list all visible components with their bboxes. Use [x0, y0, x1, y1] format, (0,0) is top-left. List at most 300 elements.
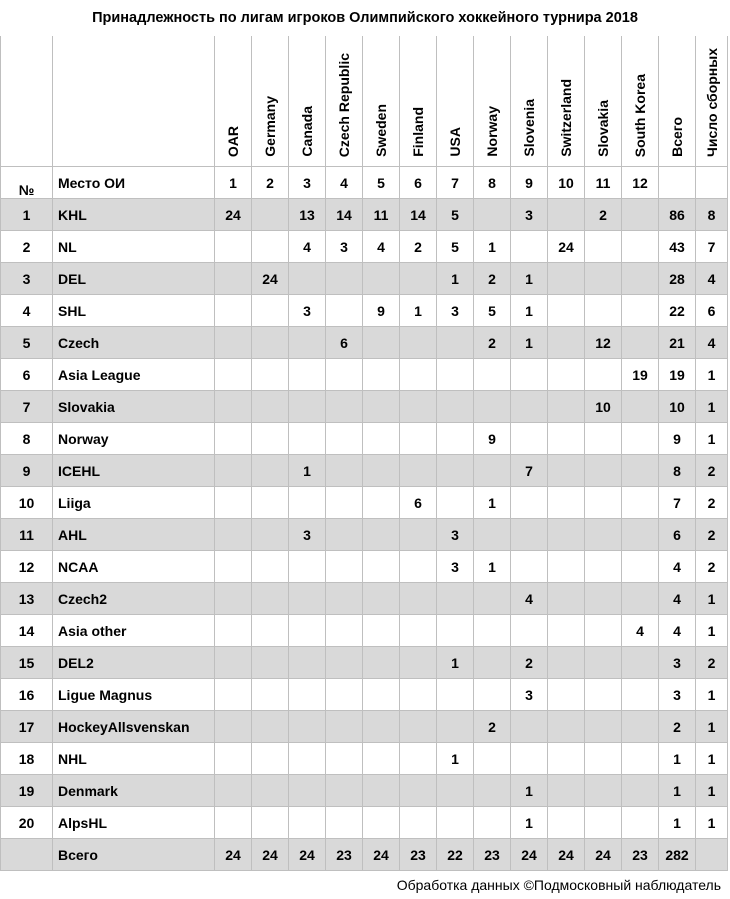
player-count: 1	[437, 647, 474, 679]
player-count	[622, 519, 659, 551]
player-count	[511, 423, 548, 455]
player-count	[252, 615, 289, 647]
player-count	[363, 391, 400, 423]
player-count	[215, 807, 252, 839]
player-count	[326, 647, 363, 679]
player-count	[252, 807, 289, 839]
league-name: NHL	[53, 743, 215, 775]
totals-count: 22	[437, 839, 474, 871]
row-total: 1	[659, 775, 696, 807]
league-name: Asia League	[53, 359, 215, 391]
player-count	[363, 679, 400, 711]
header-country-label: Slovenia	[521, 99, 537, 157]
player-count: 4	[622, 615, 659, 647]
row-number: 11	[1, 519, 53, 551]
row-number: 10	[1, 487, 53, 519]
row-total: 43	[659, 231, 696, 263]
player-count	[622, 295, 659, 327]
player-count	[511, 615, 548, 647]
header-country-label: Germany	[262, 96, 278, 157]
player-count	[252, 487, 289, 519]
header-no: №	[1, 167, 53, 199]
header-place-teams-blank	[696, 167, 728, 199]
player-count	[326, 487, 363, 519]
player-count: 1	[437, 743, 474, 775]
player-count: 1	[474, 551, 511, 583]
player-count: 14	[326, 199, 363, 231]
league-name: Czech	[53, 327, 215, 359]
player-count	[363, 711, 400, 743]
player-count	[363, 551, 400, 583]
player-count	[437, 391, 474, 423]
row-teams: 2	[696, 455, 728, 487]
player-count: 1	[437, 263, 474, 295]
player-count	[400, 263, 437, 295]
header-row-places	[1, 167, 728, 199]
player-count	[215, 711, 252, 743]
header-place-number: 10	[548, 167, 585, 199]
row-total: 6	[659, 519, 696, 551]
player-count	[622, 487, 659, 519]
player-count	[548, 647, 585, 679]
row-total: 21	[659, 327, 696, 359]
player-count	[437, 423, 474, 455]
player-count	[326, 455, 363, 487]
player-count	[511, 231, 548, 263]
player-count: 3	[511, 679, 548, 711]
header-country	[548, 36, 585, 167]
player-count: 4	[511, 583, 548, 615]
player-count	[326, 583, 363, 615]
player-count	[585, 263, 622, 295]
table-row	[1, 807, 728, 839]
player-count	[548, 775, 585, 807]
row-number: 4	[1, 295, 53, 327]
table-row	[1, 327, 728, 359]
player-count	[437, 583, 474, 615]
player-count	[622, 455, 659, 487]
player-count	[511, 519, 548, 551]
player-count	[400, 775, 437, 807]
row-total: 22	[659, 295, 696, 327]
player-count	[548, 807, 585, 839]
row-teams: 2	[696, 551, 728, 583]
player-count	[437, 487, 474, 519]
header-country	[622, 36, 659, 167]
row-number: 14	[1, 615, 53, 647]
player-count	[326, 807, 363, 839]
player-count	[252, 519, 289, 551]
player-count: 6	[400, 487, 437, 519]
player-count	[548, 391, 585, 423]
row-teams: 1	[696, 615, 728, 647]
league-name: Liiga	[53, 487, 215, 519]
player-count	[585, 423, 622, 455]
league-name: HockeyAllsvenskan	[53, 711, 215, 743]
player-count	[400, 327, 437, 359]
header-place-number: 3	[289, 167, 326, 199]
player-count	[548, 615, 585, 647]
header-country-label: OAR	[225, 125, 241, 157]
row-teams: 1	[696, 775, 728, 807]
table-row	[1, 359, 728, 391]
player-count	[511, 391, 548, 423]
header-place-number: 7	[437, 167, 474, 199]
row-teams: 1	[696, 679, 728, 711]
player-count	[622, 807, 659, 839]
row-total: 86	[659, 199, 696, 231]
player-count: 5	[437, 199, 474, 231]
header-country	[511, 36, 548, 167]
player-count	[215, 263, 252, 295]
player-count: 2	[474, 263, 511, 295]
player-count: 2	[511, 647, 548, 679]
player-count: 2	[585, 199, 622, 231]
header-country	[585, 36, 622, 167]
player-count	[585, 519, 622, 551]
row-number: 17	[1, 711, 53, 743]
totals-count: 24	[363, 839, 400, 871]
header-place-number: 4	[326, 167, 363, 199]
totals-total: 282	[659, 839, 696, 871]
player-count	[585, 359, 622, 391]
totals-row	[1, 839, 728, 871]
player-count	[252, 327, 289, 359]
league-name: Asia other	[53, 615, 215, 647]
player-count	[622, 551, 659, 583]
player-count: 24	[548, 231, 585, 263]
player-count	[326, 359, 363, 391]
header-place-number: 8	[474, 167, 511, 199]
player-count: 24	[215, 199, 252, 231]
player-count	[289, 423, 326, 455]
player-count	[585, 647, 622, 679]
player-count: 12	[585, 327, 622, 359]
player-count	[511, 711, 548, 743]
row-teams: 1	[696, 711, 728, 743]
league-name: Slovakia	[53, 391, 215, 423]
header-country-label: Norway	[484, 106, 500, 157]
player-count	[400, 679, 437, 711]
table-body	[1, 199, 728, 871]
table-row	[1, 679, 728, 711]
player-count	[252, 743, 289, 775]
player-count	[474, 583, 511, 615]
player-count	[474, 743, 511, 775]
footer-credit: Обработка данных ©Подмосковный наблюдатель	[396, 877, 721, 893]
player-count	[289, 263, 326, 295]
player-count	[326, 615, 363, 647]
player-count: 1	[511, 775, 548, 807]
player-count	[289, 551, 326, 583]
league-name: SHL	[53, 295, 215, 327]
player-count	[252, 583, 289, 615]
player-count: 6	[326, 327, 363, 359]
table-row	[1, 647, 728, 679]
table-row	[1, 487, 728, 519]
header-country-label: South Korea	[632, 73, 648, 157]
player-count: 2	[400, 231, 437, 263]
row-total: 4	[659, 583, 696, 615]
player-count	[548, 519, 585, 551]
player-count	[437, 455, 474, 487]
player-count	[474, 199, 511, 231]
header-country-label: Switzerland	[558, 79, 574, 157]
player-count	[289, 487, 326, 519]
player-count: 1	[474, 231, 511, 263]
row-teams: 1	[696, 583, 728, 615]
player-count	[215, 647, 252, 679]
player-count	[400, 743, 437, 775]
player-count	[215, 231, 252, 263]
player-count: 4	[363, 231, 400, 263]
player-count	[252, 455, 289, 487]
row-number: 18	[1, 743, 53, 775]
player-count	[252, 679, 289, 711]
player-count	[622, 199, 659, 231]
table-row	[1, 711, 728, 743]
player-count	[548, 679, 585, 711]
player-count	[548, 551, 585, 583]
player-count	[252, 775, 289, 807]
header-country	[474, 36, 511, 167]
player-count	[326, 743, 363, 775]
header-country-label: Czech Republic	[336, 52, 352, 157]
row-total: 8	[659, 455, 696, 487]
row-number: 3	[1, 263, 53, 295]
table-row	[1, 295, 728, 327]
player-count	[215, 551, 252, 583]
player-count	[548, 711, 585, 743]
totals-count: 23	[622, 839, 659, 871]
league-name: AHL	[53, 519, 215, 551]
player-count	[252, 647, 289, 679]
row-teams: 1	[696, 391, 728, 423]
row-number: 2	[1, 231, 53, 263]
header-country	[437, 36, 474, 167]
totals-blank	[1, 839, 53, 871]
player-count	[215, 583, 252, 615]
player-count: 1	[511, 327, 548, 359]
player-count	[252, 551, 289, 583]
row-teams: 2	[696, 519, 728, 551]
player-count	[622, 327, 659, 359]
row-total: 3	[659, 679, 696, 711]
player-count	[585, 615, 622, 647]
player-count: 1	[289, 455, 326, 487]
player-count	[585, 807, 622, 839]
player-count: 13	[289, 199, 326, 231]
header-country	[289, 36, 326, 167]
player-count	[622, 679, 659, 711]
player-count	[511, 551, 548, 583]
header-place-number: 1	[215, 167, 252, 199]
totals-count: 24	[548, 839, 585, 871]
player-count: 5	[437, 231, 474, 263]
row-total: 1	[659, 807, 696, 839]
table-row	[1, 743, 728, 775]
player-count: 19	[622, 359, 659, 391]
player-count: 1	[400, 295, 437, 327]
player-count	[548, 487, 585, 519]
row-number: 19	[1, 775, 53, 807]
player-count	[326, 519, 363, 551]
row-teams: 2	[696, 647, 728, 679]
player-count	[289, 359, 326, 391]
player-count	[585, 295, 622, 327]
league-name: DEL	[53, 263, 215, 295]
player-count	[326, 423, 363, 455]
player-count	[437, 679, 474, 711]
player-count	[400, 423, 437, 455]
row-teams: 1	[696, 807, 728, 839]
player-count	[363, 359, 400, 391]
header-total	[659, 36, 696, 167]
header-blank-no	[1, 36, 53, 167]
player-count	[363, 327, 400, 359]
player-count: 3	[511, 199, 548, 231]
totals-count: 24	[585, 839, 622, 871]
row-teams: 4	[696, 263, 728, 295]
header-country	[215, 36, 252, 167]
row-total: 9	[659, 423, 696, 455]
player-count	[215, 359, 252, 391]
player-count	[326, 391, 363, 423]
player-count	[511, 743, 548, 775]
league-name: ICEHL	[53, 455, 215, 487]
league-name: Norway	[53, 423, 215, 455]
header-country-label: USA	[447, 127, 463, 157]
player-count	[548, 263, 585, 295]
row-total: 1	[659, 743, 696, 775]
header-place-number: 9	[511, 167, 548, 199]
totals-label: Всего	[53, 839, 215, 871]
header-country	[252, 36, 289, 167]
row-teams: 2	[696, 487, 728, 519]
player-count	[585, 743, 622, 775]
player-count: 3	[289, 295, 326, 327]
player-count: 2	[474, 711, 511, 743]
player-count	[289, 615, 326, 647]
row-total: 10	[659, 391, 696, 423]
totals-count: 24	[511, 839, 548, 871]
player-count	[252, 295, 289, 327]
header-place-number: 2	[252, 167, 289, 199]
player-count	[289, 775, 326, 807]
header-country-label: Sweden	[373, 104, 389, 157]
player-count	[215, 455, 252, 487]
player-count	[252, 391, 289, 423]
table-row	[1, 551, 728, 583]
player-count	[400, 359, 437, 391]
player-count	[363, 615, 400, 647]
player-count	[437, 711, 474, 743]
player-count	[289, 807, 326, 839]
player-count	[326, 679, 363, 711]
league-name: NCAA	[53, 551, 215, 583]
league-name: Czech2	[53, 583, 215, 615]
player-count	[437, 359, 474, 391]
player-count: 1	[511, 263, 548, 295]
player-count	[400, 807, 437, 839]
header-teams-label: Число сборных	[703, 48, 720, 157]
row-total: 2	[659, 711, 696, 743]
player-count	[363, 775, 400, 807]
player-count	[252, 711, 289, 743]
player-count: 3	[437, 295, 474, 327]
player-count	[363, 519, 400, 551]
player-count	[474, 679, 511, 711]
header-country-label: Slovakia	[595, 100, 611, 157]
header-country-label: Canada	[299, 106, 315, 157]
league-name: NL	[53, 231, 215, 263]
player-count	[400, 391, 437, 423]
row-number: 8	[1, 423, 53, 455]
player-count: 9	[474, 423, 511, 455]
row-teams: 1	[696, 359, 728, 391]
totals-count: 23	[474, 839, 511, 871]
table-row	[1, 231, 728, 263]
player-count	[548, 423, 585, 455]
player-count	[548, 455, 585, 487]
player-count	[622, 263, 659, 295]
player-count: 3	[437, 551, 474, 583]
header-blank-league	[53, 36, 215, 167]
row-number: 16	[1, 679, 53, 711]
player-count	[215, 391, 252, 423]
table-row	[1, 519, 728, 551]
row-number: 1	[1, 199, 53, 231]
player-count: 2	[474, 327, 511, 359]
player-count: 3	[289, 519, 326, 551]
player-count	[622, 711, 659, 743]
player-count: 4	[289, 231, 326, 263]
table-row	[1, 583, 728, 615]
player-count	[622, 423, 659, 455]
header-country	[400, 36, 437, 167]
player-count	[622, 583, 659, 615]
player-count: 5	[474, 295, 511, 327]
player-count: 7	[511, 455, 548, 487]
player-count: 3	[326, 231, 363, 263]
player-count: 14	[400, 199, 437, 231]
player-count	[548, 359, 585, 391]
header-teams	[696, 36, 728, 167]
player-count	[252, 231, 289, 263]
player-count	[400, 455, 437, 487]
player-count	[474, 359, 511, 391]
player-count	[215, 743, 252, 775]
table-row	[1, 775, 728, 807]
row-total: 7	[659, 487, 696, 519]
player-count	[400, 615, 437, 647]
player-count	[474, 615, 511, 647]
row-total: 19	[659, 359, 696, 391]
player-count	[548, 743, 585, 775]
player-count: 11	[363, 199, 400, 231]
table-row	[1, 391, 728, 423]
row-number: 7	[1, 391, 53, 423]
player-count	[474, 775, 511, 807]
table-row	[1, 263, 728, 295]
player-count	[289, 711, 326, 743]
header-place-number: 12	[622, 167, 659, 199]
player-count	[215, 295, 252, 327]
row-teams: 1	[696, 743, 728, 775]
player-count	[363, 743, 400, 775]
header-place-number: 5	[363, 167, 400, 199]
player-count	[400, 583, 437, 615]
